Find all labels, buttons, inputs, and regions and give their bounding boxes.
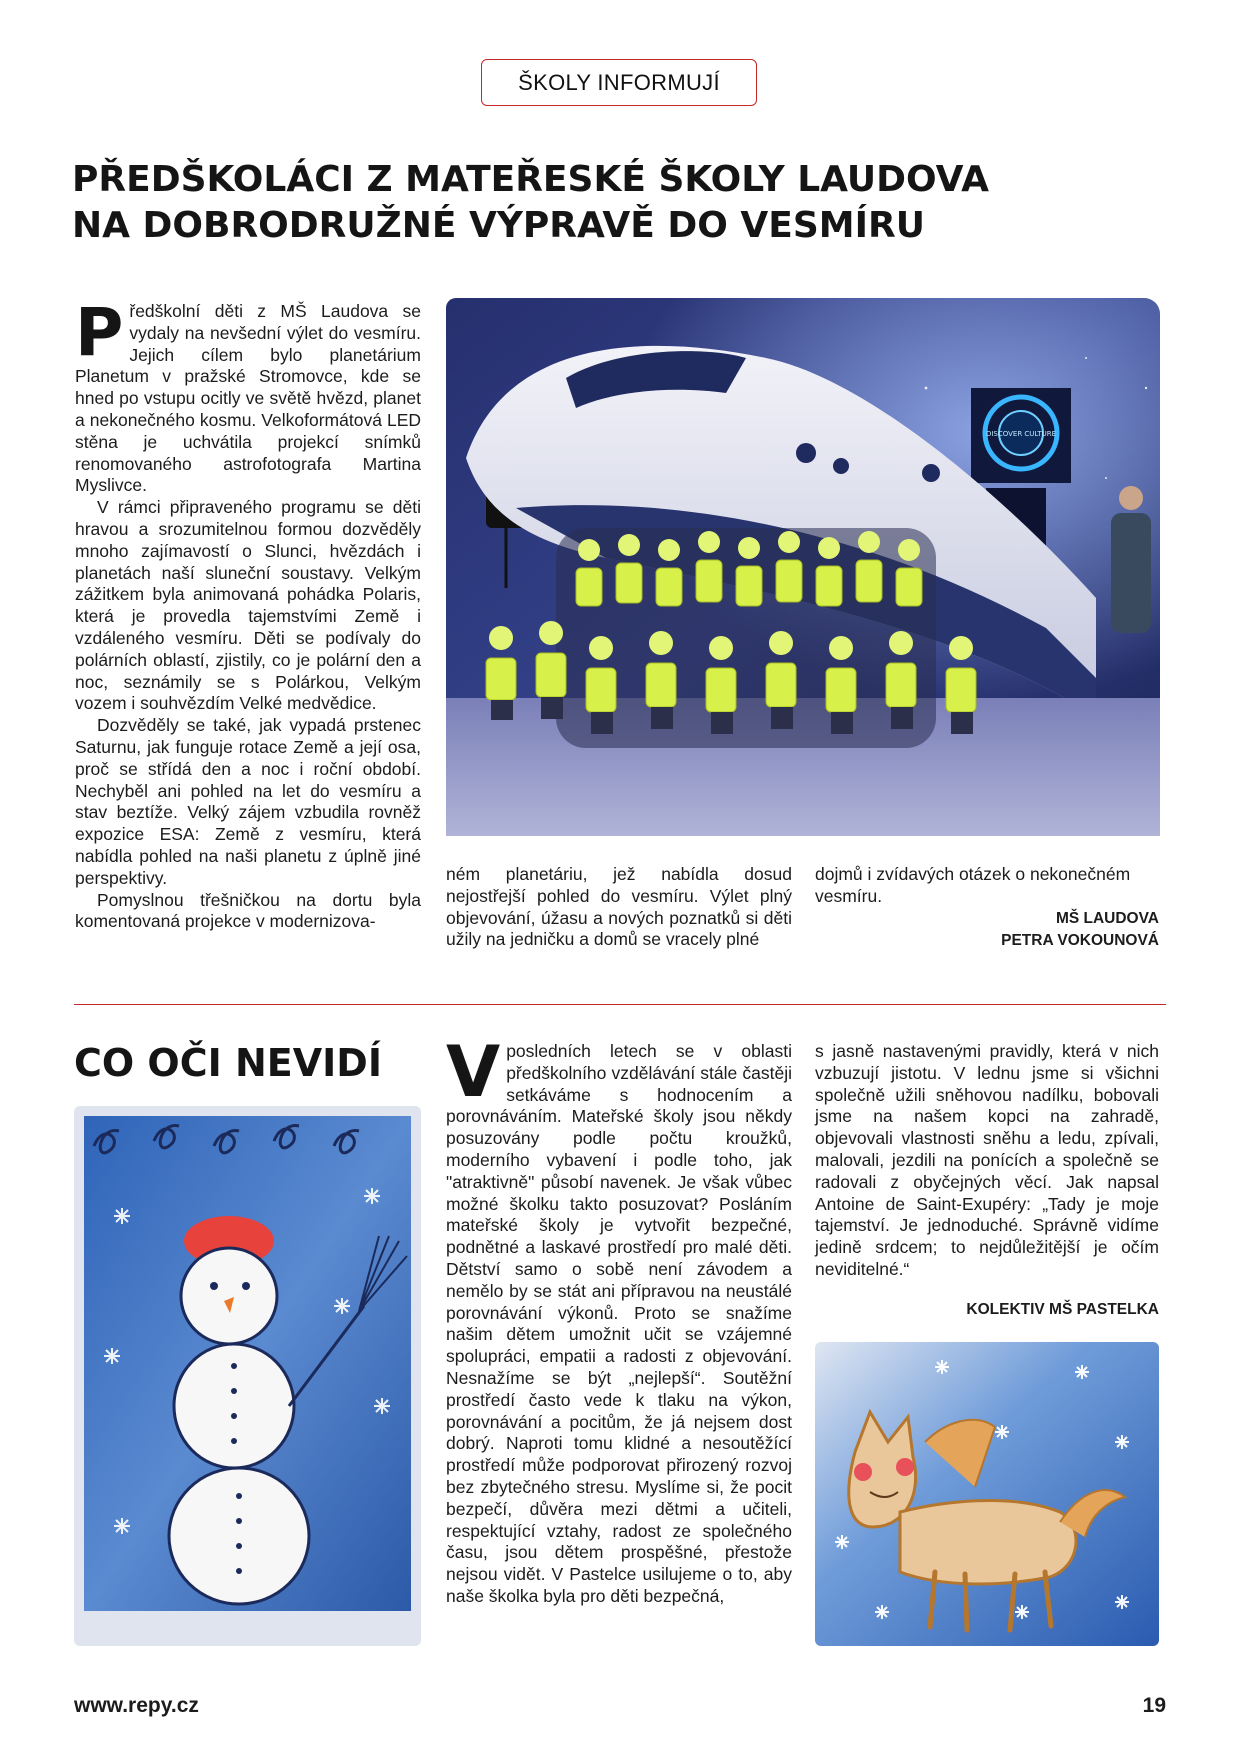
article-title [72, 157, 1172, 249]
signature-collective: KOLEKTIV MŠ PASTELKA [966, 1300, 1159, 1318]
page-number: 19 [1142, 1694, 1166, 1717]
article1-paragraph-3: Dozvěděly se také, jak vypadá prstenec Saturnu, jak funguje rotace Země a její osa, proč se střídá den a noc i roční období. Nechyběl ani pohled na let do vesmíru a stav beztíže. Velký zájem vzbudila rovněž expozice ESA: Země z vesmíru, která nabídla pohled na naši planetu z úplně jiné perspektivy. [75, 715, 421, 888]
article2-column-2: Vposledních letech se v oblasti předškolního vzdělávání stále častěji setkáváme s hodnocením a porovnáváním. Mateřské školy jsou někdy posuzovány podle počtu kroužků, moderního vybavení i podle toho, jak "atraktivně" působí navenek. Je však vůbec možné školku takto posuzovat? Posláním mateřské školy je vytvořit bezpečné, podnětné a laskavé prostředí pro malé děti. Dětství samo o sobě není závodem a nemělo by se stát ani přípravou na neustálé porovnávání výkonů. Proto se snažíme našim dětem umožnit učit se vzájemné spolupráci, empatii a radosti z objevování. Nesnažíme se být „nejlepší“. Soutěžní prostředí často vede k tlaku na výkon, porovnávání a pocitům, že já nejsem dost dobrý. Naproti tomu klidné a nesoutěžící prostředí může podporovat přirozený rozvoj bez zbytečného stresu. Myslíme si, že pocit bezpečí, důvěra mezi dětmi a učiteli, respektující vztahy, radost ze společného času, jsou dětem prospěšné, přestože nejsou vidět. V Pastelce usilujeme o to, aby naše školka byla pro děti bezpečná, [446, 1031, 792, 1606]
section-tag: ŠKOLY INFORMUJÍ [481, 59, 757, 106]
footer-website: www.repy.cz [74, 1694, 199, 1717]
article1-paragraph-4: Pomyslnou třešničkou na dortu byla komentovaná projekce v modernizova- [75, 889, 421, 932]
snowman-drawing [74, 1106, 421, 1646]
article1-paragraph-2: V rámci připraveného programu se děti hravou a srozumitelnou formou dozvěděly mnoho zajímavostí o Slunci, hvězdách i planetách naší sluneční soustavy. Velkým zážitkem byla animovaná pohádka Polaris, která je provedla tajemstvími Země i vzdáleného vesmíru. Děti se podívaly do polárních oblastí, zjistily, co je polární den a noc, seznámily se s Polárkou, Velkým vozem i souhvězdím Velké medvědice. [75, 497, 421, 714]
signature-school: MŠ LAUDOVA [1055, 909, 1159, 927]
dropcap: P [75, 294, 124, 371]
article1-paragraph-1: Předškolní děti z MŠ Laudova se vydaly na nevšední výlet do vesmíru. Jejich cílem bylo planetárium Planetum v pražské Stromovce, kde se hned po vstupu ocitly ve světě hvězd, planet a nekonečného kosmu. Velkoformátová LED stěna je uchvátila projekcí snímků renomovaného astrofotografa Martina Myslivce. [75, 294, 421, 496]
horse-drawing [815, 1342, 1159, 1646]
article1-column-2: ném planetáriu, jež nabídla dosud nejostřejší pohled do vesmíru. Výlet plný objevování, úžasu a nových poznatků si děti užily na jedničku a domů se vracely plné [446, 864, 792, 950]
article2-column-3: s jasně nastavenými pravidly, která v nich vzbuzují jistotu. V lednu jsme si všichni společně užili sněhovou nadílku, bobovali jsme na našem kopci na zahradě, objevovali vlastnosti sněhu a ledu, zpívali, malovali, jezdili na ponících a společně se radovali z obyčejných věcí. Jak napsal Antoine de Saint-Exupéry: „Tady je moje tajemství. Je jednoduché. Správně vidíme jedině srdcem; to nejdůležitější je očím neviditelné.“ KOLEKTIV MŠ PASTELKA [815, 1041, 1159, 1321]
article2-title: CO OČI NEVIDÍ [74, 1041, 382, 1085]
article-title-line-1: PŘEDŠKOLÁCI Z MATEŘESKÉ ŠKOLY LAUDOVA [72, 159, 989, 200]
planetarium-photo [446, 298, 1160, 836]
article-title-line-2: NA DOBRODRUŽNÉ VÝPRAVĚ DO VESMÍRU [72, 205, 925, 246]
signature-author: PETRA VOKOUNOVÁ [1001, 931, 1159, 949]
section-divider [74, 1004, 1166, 1005]
article1-column-1 [75, 294, 421, 933]
badge-text: DISCOVER CULTURE [985, 430, 1057, 438]
article1-column-3: dojmů i zvídavých otázek o nekonečném vesmíru. MŠ LAUDOVA PETRA VOKOUNOVÁ [815, 864, 1159, 952]
dropcap: V [446, 1031, 501, 1113]
